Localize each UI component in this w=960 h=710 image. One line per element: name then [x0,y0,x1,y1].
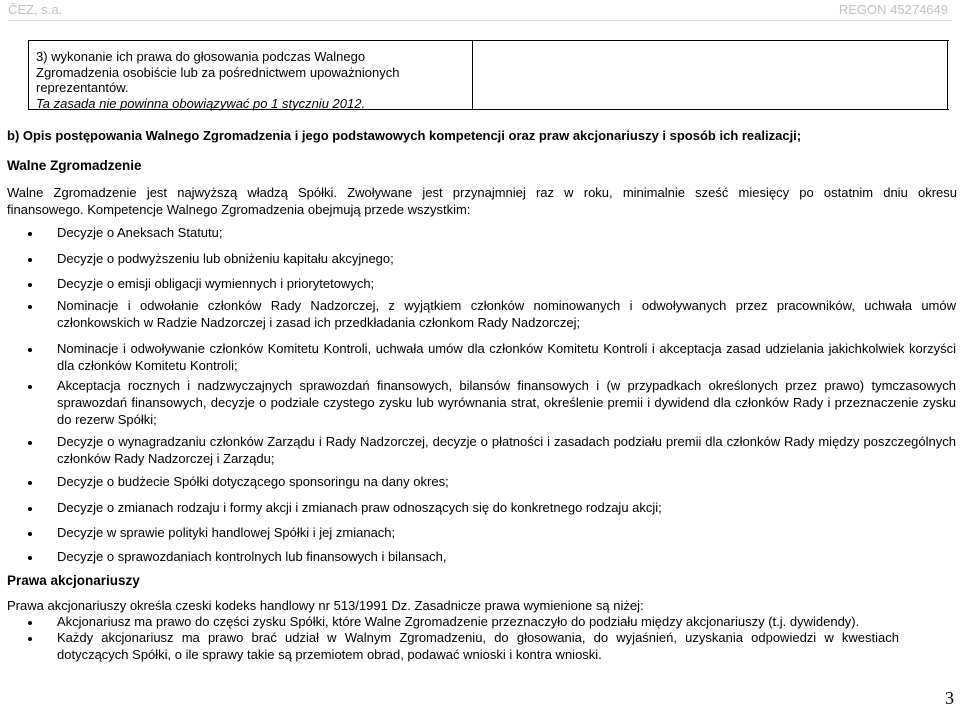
table-cell-line: 3) wykonanie ich prawa do głosowania podczas Walnego [36,49,366,64]
list-item: Decyzje o emisji obligacji wymiennych i priorytetowych; [57,276,375,291]
table-border-middle [472,41,473,109]
header-divider [8,20,952,21]
list-item: Decyzje o wynagradzaniu członków Zarządu i Rady Nadzorczej, decyzje o płatności i zasadach podziału premii dla członków Rady między poszczególnych członków Rady Nadzorczej i Zarządu; [57,434,956,466]
list-item: Decyzje o Aneksach Statutu; [57,225,223,240]
list-item: Decyzje o sprawozdaniach kontrolnych lub finansowych i bilansach, [57,549,447,564]
list-item: Akcjonariusz ma prawo do części zysku Spółki, które Walne Zgromadzenie przeznaczyło do podziału między akcjonariuszy (t.j. dywidendy). [57,614,860,629]
walne-intro-line2: finansowego. Kompetencje Walnego Zgromadzenia obejmują przede wszystkim: [7,202,471,217]
bullet-dot [28,232,32,236]
walne-heading: Walne Zgromadzenie [7,158,142,173]
table-cell-line-italic: Ta zasada nie powinna obowiązywać po 1 styczniu 2012. [36,95,366,111]
list-item: Nominacje i odwołanie członków Rady Nadzorczej, z wyjątkiem członków nominowanych i odwoływanych przez pracowników, uchwała umów członkowskich w Radzie Nadzorczej i zasad ich przedkładania członkom Rady Nadzorczej; [57,298,956,330]
bullet-dot [28,637,32,641]
section-b-title: b) Opis postępowania Walnego Zgromadzenia i jego podstawowych kompetencji oraz praw akcjonariuszy i sposób ich realizacji; [7,128,802,143]
prawa-heading: Prawa akcjonariuszy [7,573,140,588]
bullet-dot [28,556,32,560]
walne-intro-line1: Walne Zgromadzenie jest najwyższą władzą Spółki. Zwoływane jest przynajmniej raz w roku, minimalnie sześć miesięcy po ostatnim dniu okresu [7,185,957,200]
bullet-dot [28,283,32,287]
bullet-dot [28,305,32,309]
list-item: Decyzje w sprawie polityki handlowej Spółki i jej zmianach; [57,525,396,540]
list-item: Każdy akcjonariusz ma prawo brać udział w Walnym Zgromadzeniu, do głosowania, do wyjaśnień, uzyskania odpowiedzi w kwestiach dotyczących Spółki, o ile sprawy takie są przemiotem obrad, podawać wnioski i kontra wnioski. [57,630,899,662]
bullet-dot [28,385,32,389]
bullet-dot [28,441,32,445]
list-item: Nominacje i odwoływanie członków Komitetu Kontroli, uchwała umów dla członków Komitetu Kontroli i akceptacja zasad udzielania jakichkolwiek korzyści dla członków Komitetu Kontroli; [57,341,956,373]
list-item: Decyzje o podwyższeniu lub obniżeniu kapitału akcyjnego; [57,251,394,266]
table-border-right [947,41,948,109]
bullet-dot [28,258,32,262]
table-cell-text [36,49,436,111]
bullet-dot [28,621,32,625]
page-number: 3 [945,688,954,708]
table-cell-line: reprezentantów. [36,80,129,95]
bullet-dot [28,532,32,536]
bullet-dot [28,507,32,511]
table-cell-line: Zgromadzenia osobiście lub za pośrednictwem upoważnionych [36,64,400,80]
list-item: Decyzje o budżecie Spółki dotyczącego sponsoringu na dany okres; [57,474,449,489]
bullet-dot [28,481,32,485]
table-border-left [28,41,29,109]
list-item: Decyzje o zmianach rodzaju i formy akcji i zmianach praw odnoszących się do konkretnego rodzaju akcji; [57,500,662,515]
header-company: ČEZ, s.a. [8,2,63,17]
bullet-dot [28,348,32,352]
header-regon: REGON 45274649 [838,2,948,17]
list-item: Akceptacja rocznych i nadzwyczajnych sprawozdań finansowych, bilansów finansowych i (w przypadkach określonych przez prawo) tymczasowych sprawozdań finansowych, decyzje o podziale czystego zysku lub wyrównania strat, określenie premii i dywidend dla członków Rady i przeznaczenie zysku do rezerw Spółki; [57,378,956,427]
prawa-intro: Prawa akcjonariuszy określa czeski kodeks handlowy nr 513/1991 Dz. Zasadnicze prawa wymienione są niżej: [7,598,644,613]
